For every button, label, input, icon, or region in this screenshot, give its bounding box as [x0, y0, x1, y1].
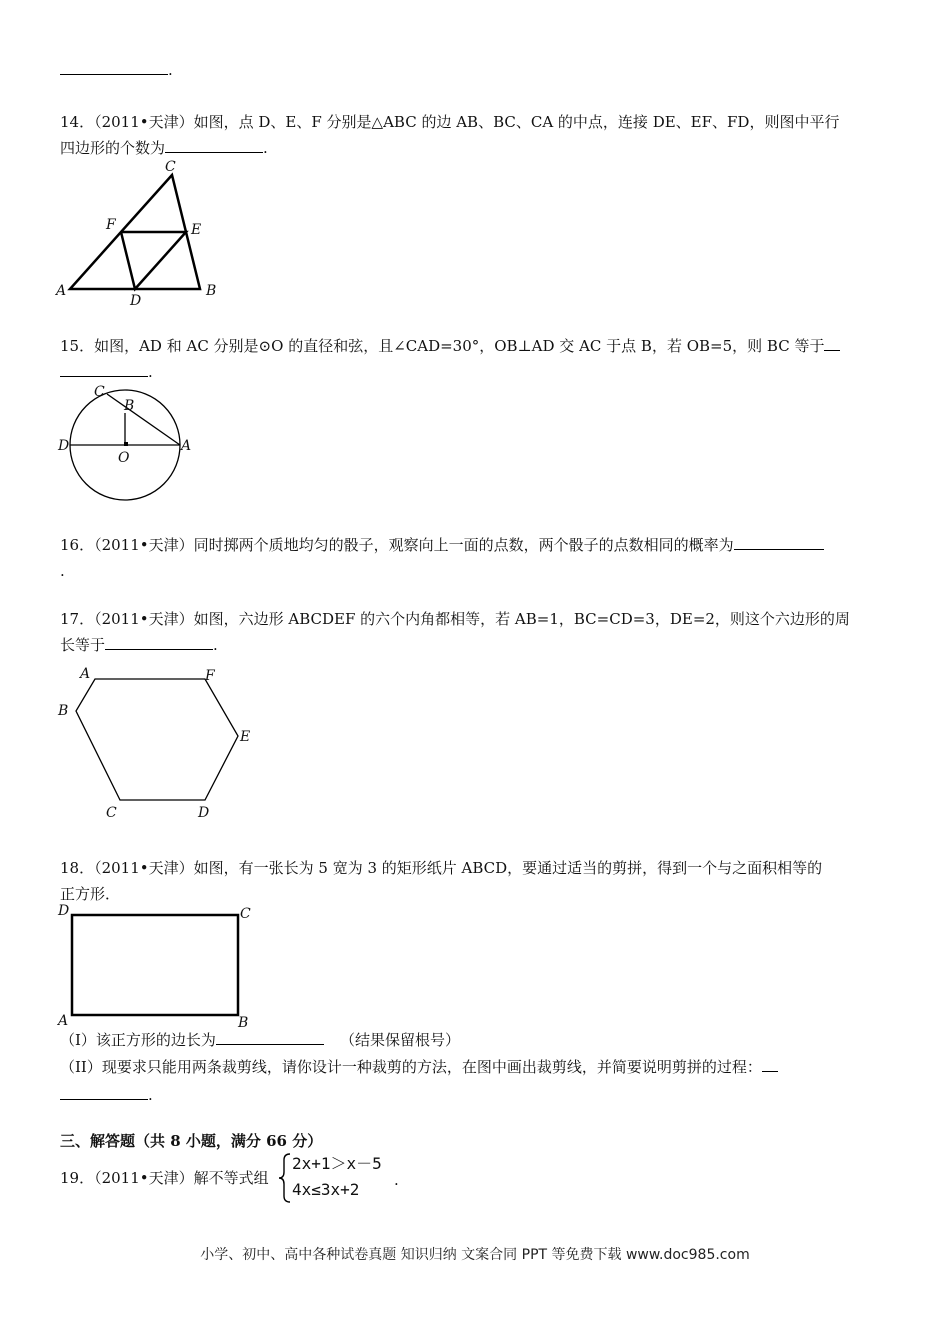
label-c: C: [94, 384, 105, 400]
q18-text-line2: 正方形．: [60, 885, 121, 903]
q14-answer-blank: [165, 138, 263, 153]
label-b: B: [206, 283, 217, 299]
q19-tail: .: [394, 1171, 399, 1189]
q15-text-line1: 15．如图，AD 和 AC 分别是⊙O 的直径和弦，且∠CAD=30°，OB⊥AD 交 AC 于点 B，若 OB=5，则 BC 等于: [60, 336, 840, 356]
q13-answer-line: .: [60, 60, 173, 80]
q18-rectangle-figure: [50, 900, 265, 1030]
q18-part1-answer-blank: [216, 1030, 324, 1045]
label-b: B: [58, 703, 69, 719]
q19-prefix: 19．（2011•天津）解不等式组: [60, 1169, 269, 1187]
label-f: F: [205, 668, 215, 684]
q16-text-line2: .: [60, 562, 65, 580]
q18-part2-answer-blank: [60, 1085, 148, 1100]
label-c: C: [165, 159, 176, 175]
q15-text-line2: .: [60, 362, 153, 382]
q18-part2-line2: .: [60, 1085, 153, 1105]
chord-ac: [107, 394, 180, 445]
label-a: A: [58, 1013, 69, 1029]
label-a: A: [56, 283, 67, 299]
rectangle-abcd: [72, 915, 238, 1015]
inequality-1: 2x+1＞x－5: [292, 1154, 382, 1173]
inequality-2: 4x≤3x+2: [292, 1180, 360, 1199]
label-o: O: [118, 450, 130, 466]
q17-hexagon-figure: [50, 660, 265, 825]
q18-part1: （I）该正方形的边长为 （结果保留根号）: [60, 1031, 460, 1049]
answer-blank: [60, 60, 168, 75]
inequality-system: [292, 1151, 382, 1203]
q14-triangle-figure: [50, 155, 240, 310]
label-b: B: [124, 398, 135, 414]
q15-answer-blank-start: [824, 336, 840, 351]
label-c: C: [106, 805, 117, 821]
label-a: A: [80, 666, 91, 682]
label-b: B: [238, 1015, 249, 1030]
q16-answer-blank: [734, 535, 824, 550]
right-angle-mark: [124, 442, 128, 446]
q16-text-line1: 16．（2011•天津）同时掷两个质地均匀的骰子，观察向上一面的点数，两个骰子的点数相同的概率为: [60, 535, 824, 555]
page-footer: 小学、初中、高中各种试卷真题 知识归纳 文案合同 PPT 等免费下载 www.doc985.com: [200, 1247, 750, 1263]
brace-icon: [278, 1152, 292, 1204]
hexagon-abcdef: [76, 679, 238, 800]
label-d: D: [58, 438, 70, 454]
label-f: F: [106, 217, 116, 233]
section-title: 三、解答题（共 8 小题，满分 66 分）: [60, 1132, 323, 1150]
label-a: A: [181, 438, 192, 454]
q17-answer-blank: [105, 635, 213, 650]
q15-circle-figure: [50, 380, 200, 505]
q18-text-line1: 18．（2011•天津）如图，有一张长为 5 宽为 3 的矩形纸片 ABCD，要通过适当的剪拼，得到一个与之面积相等的: [60, 859, 823, 877]
label-e: E: [240, 729, 251, 745]
label-e: E: [191, 222, 202, 238]
q17-text-line2: 长等于 .: [60, 636, 218, 654]
q18-part2-answer-blank-start: [762, 1057, 778, 1072]
label-d: D: [58, 903, 70, 919]
q15-answer-blank: [60, 362, 148, 377]
q18-part2-line1: （II）现要求只能用两条裁剪线，请你设计一种裁剪的方法，在图中画出裁剪线，并简要说明剪拼的过程：: [60, 1057, 778, 1077]
label-d: D: [198, 805, 210, 821]
label-c: C: [240, 906, 251, 922]
label-d: D: [130, 293, 142, 309]
q14-text-line1: 14．（2011•天津）如图，点 D、E、F 分别是△ABC 的边 AB、BC、CA 的中点，连接 DE、EF、FD，则图中平行: [60, 113, 840, 131]
q17-text-line1: 17．（2011•天津）如图，六边形 ABCDEF 的六个内角都相等，若 AB=1，BC=CD=3，DE=2，则这个六边形的周: [60, 610, 850, 628]
midpoint-triangle-def: [121, 232, 186, 289]
q14-text-line2: 四边形的个数为 .: [60, 139, 268, 157]
